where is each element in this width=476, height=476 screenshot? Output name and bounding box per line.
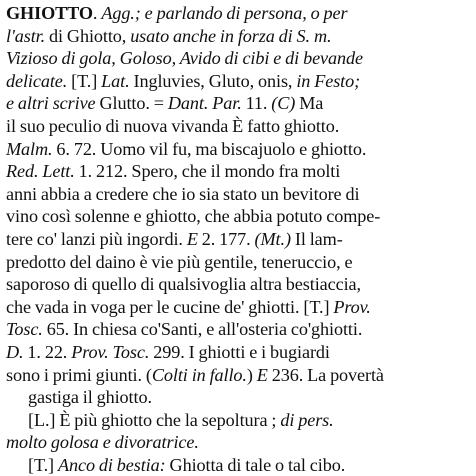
quotation: sono i primi giunti. ( (6, 364, 152, 385)
text-run: . (92, 3, 102, 23)
entry-line (6, 409, 472, 432)
quotation: 65. In chiesa co'Santi, e all'osteria co'ghiotti. (42, 319, 363, 340)
quotation: predotto del daino è vie più gentile, teneruccio, e (6, 251, 353, 272)
definition-text: Vizioso di gola, Goloso, Avido di cibi e di bevande (6, 48, 363, 69)
text-run: Lat. (101, 70, 130, 91)
text-run: e altri scrive (6, 93, 96, 114)
entry-line (6, 47, 472, 70)
quotation: anni abbia a credere che io sia stato un bevitore di (6, 183, 360, 204)
citation-source: Colti in fallo. (151, 364, 247, 385)
citation-source: Prov. (333, 296, 371, 317)
entry-line (6, 160, 472, 183)
quotation: 1. 212. Spero, che il mondo fra molti (74, 161, 341, 182)
entry-line (6, 341, 472, 364)
quotation: 236. La povertà (267, 364, 384, 385)
text-run: (C) (271, 93, 296, 114)
quotation: Il lam- (290, 228, 343, 249)
citation-source: D. (6, 341, 24, 362)
entry-line (6, 431, 472, 454)
text-run: Glutto. = (95, 93, 168, 114)
entry-line (6, 115, 472, 138)
entry-line (6, 454, 472, 476)
text-run: Ma (295, 93, 324, 114)
quotation: saporoso di quello di qualsivoglia altra bestiaccia, (6, 274, 361, 295)
citation-source: Dant. Par. (167, 93, 242, 114)
entry-line (6, 296, 472, 319)
text-run: usato anche in forza di S. m. (130, 25, 332, 46)
quotation: vino così solenne e ghiotto, che abbia potuto compe- (6, 206, 381, 227)
sense-text: [L.] È più ghiotto che la sepoltura ; (28, 409, 281, 430)
entry-line (6, 273, 472, 296)
quotation: gastiga il ghiotto. (28, 387, 152, 408)
text-run: 2. 177. (197, 228, 255, 249)
text-run: 1. 22. (23, 341, 72, 362)
text-run: (Mt.) (254, 228, 291, 249)
text-run: [T.] (28, 454, 58, 475)
entry-line (6, 364, 472, 387)
text-run: in Festo; (296, 70, 361, 91)
text-run: molto golosa e divoratrice. (6, 432, 199, 453)
entry-line (6, 318, 472, 341)
entry-line (6, 25, 472, 48)
citation-source: Prov. Tosc. (71, 341, 150, 362)
quotation: che vada in voga per le cucine de' ghiotti. [T.] (6, 296, 334, 317)
entry-line (6, 70, 472, 93)
latin-forms: Ingluvies, Gluto, onis, (129, 70, 297, 91)
text-run: [T.] (67, 70, 102, 91)
entry-line (6, 251, 472, 274)
text-run: ) (246, 364, 257, 385)
entry-line (6, 2, 472, 25)
text-run: di pers. (280, 409, 334, 430)
dictionary-entry-ghiotto (6, 2, 472, 476)
entry-line (6, 92, 472, 115)
quotation: il suo peculio di nuova vivanda È fatto ghiotto. (6, 115, 340, 136)
quotation: 299. I ghiotti e i bugiardi (149, 341, 330, 362)
entry-line (6, 228, 472, 251)
text-run: E (256, 364, 268, 385)
citation-source: Tosc. (6, 319, 43, 340)
entry-line (6, 138, 472, 161)
sense-text: Anco di bestia: (57, 454, 166, 475)
citation-source: Red. Lett. (6, 161, 75, 182)
text-run: l'astr. (6, 25, 46, 46)
text-run: delicate. (6, 70, 68, 91)
quotation: Ghiotta di tale o tal cibo. (165, 454, 346, 475)
text-run: 11. (241, 93, 272, 114)
entry-line (6, 183, 472, 206)
grammar-note: Agg.; e parlando di persona, o per (101, 3, 348, 23)
text-run: di Ghiotto, (45, 25, 131, 46)
citation-source: E (186, 228, 198, 249)
quotation: tere co' lanzi più ingordi. (6, 228, 187, 249)
entry-line (6, 386, 472, 409)
entry-line (6, 205, 472, 228)
headword: GHIOTTO (6, 3, 93, 23)
quotation: 6. 72. Uomo vil fu, ma biscajuolo e ghiotto. (52, 138, 367, 159)
citation-source: Malm. (6, 138, 53, 159)
